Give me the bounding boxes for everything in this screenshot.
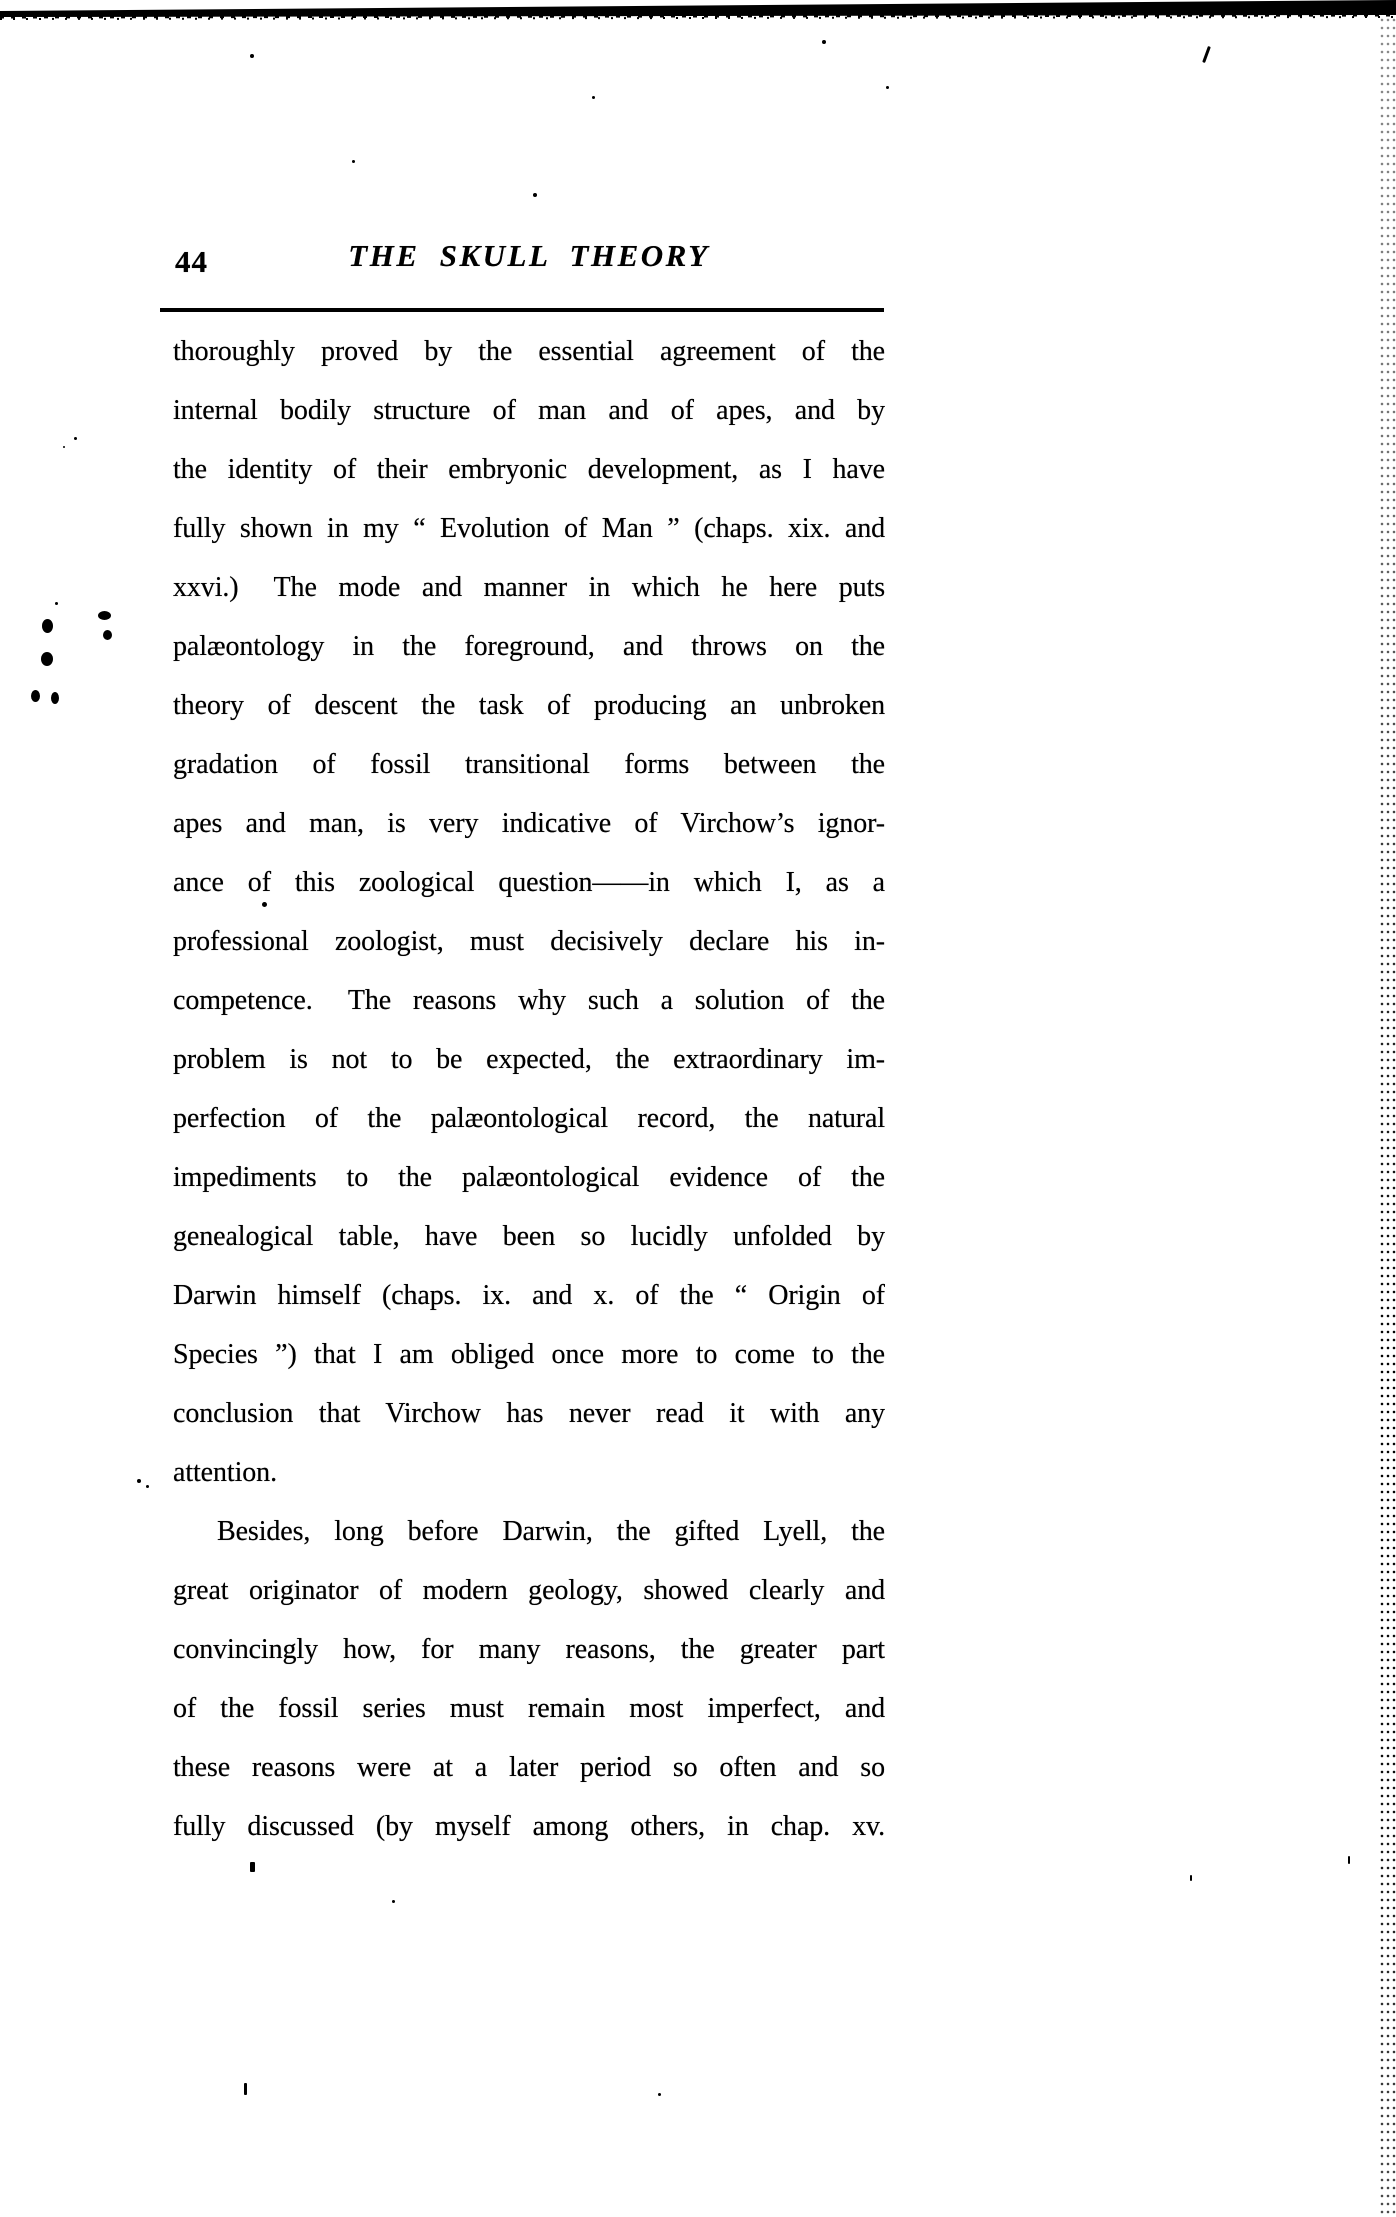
ink-speck [250, 1862, 255, 1872]
ink-speck [352, 160, 355, 163]
ink-speck [55, 602, 58, 605]
ink-blot [41, 652, 53, 666]
ink-speck [392, 1900, 395, 1903]
ink-blot [103, 630, 112, 640]
text-line: fully discussed (by myself among others, in chap. xv. [173, 1811, 885, 1842]
text-line: convincingly how, for many reasons, the greater part [173, 1634, 885, 1665]
text-line: competence. The reasons why such a solution of the [173, 985, 885, 1016]
ink-speck [250, 54, 254, 58]
text-line: internal bodily structure of man and of apes, and by [173, 395, 885, 426]
text-line: great originator of modern geology, showed clearly and [173, 1575, 885, 1606]
body-text [173, 322, 885, 1856]
text-line: gradation of fossil transitional forms between the [173, 749, 885, 780]
ink-blot [51, 692, 59, 704]
text-line: theory of descent the task of producing an unbroken [173, 690, 885, 721]
ink-blot [31, 690, 40, 702]
ink-speck [1202, 46, 1211, 63]
running-title: THE SKULL THEORY [348, 238, 710, 273]
text-line: Besides, long before Darwin, the gifted Lyell, the [217, 1516, 885, 1547]
text-line: thoroughly proved by the essential agreement of the [173, 336, 885, 367]
ink-speck [262, 902, 267, 907]
text-line: of the fossil series must remain most imperfect, and [173, 1693, 885, 1724]
text-line: impediments to the palæontological evidence of the [173, 1162, 885, 1193]
text-line: problem is not to be expected, the extraordinary im- [173, 1044, 885, 1075]
text-line: conclusion that Virchow has never read it with any [173, 1398, 885, 1429]
ink-speck [886, 86, 889, 89]
text-line: palæontology in the foreground, and throws on the [173, 631, 885, 662]
ink-speck [146, 1485, 149, 1488]
text-line: Darwin himself (chaps. ix. and x. of the “ Origin of [173, 1280, 885, 1311]
text-line: Species ”) that I am obliged once more to come to the [173, 1339, 885, 1370]
ink-speck [1190, 1875, 1192, 1881]
header-rule [160, 308, 884, 312]
ink-speck [63, 446, 65, 448]
ink-speck [592, 96, 595, 99]
ink-speck [137, 1479, 141, 1483]
ink-speck [74, 437, 77, 440]
ink-speck [658, 2093, 661, 2096]
ink-blot [98, 611, 111, 620]
text-line: genealogical table, have been so lucidly unfolded by [173, 1221, 885, 1252]
text-line: perfection of the palæontological record, the natural [173, 1103, 885, 1134]
text-line: professional zoologist, must decisively declare his in- [173, 926, 885, 957]
ink-speck [1348, 1856, 1350, 1864]
text-line: xxvi.) The mode and manner in which he here puts [173, 572, 885, 603]
ink-blot [42, 619, 53, 633]
text-line: apes and man, is very indicative of Virchow’s ignor- [173, 808, 885, 839]
page-header [173, 238, 885, 298]
text-line: fully shown in my “ Evolution of Man ” (chaps. xix. and [173, 513, 885, 544]
page-number: 44 [175, 244, 208, 279]
text-line: these reasons were at a later period so often and so [173, 1752, 885, 1783]
text-line: the identity of their embryonic development, as I have [173, 454, 885, 485]
scan-edge-artifact-right [1379, 0, 1396, 2217]
text-line: attention. [173, 1457, 277, 1488]
text-line: ance of this zoological question——in which I, as a [173, 867, 885, 898]
ink-speck [533, 193, 537, 197]
ink-speck [244, 2083, 247, 2095]
ink-speck [822, 40, 826, 44]
scan-edge-artifact-top [0, 0, 1396, 40]
